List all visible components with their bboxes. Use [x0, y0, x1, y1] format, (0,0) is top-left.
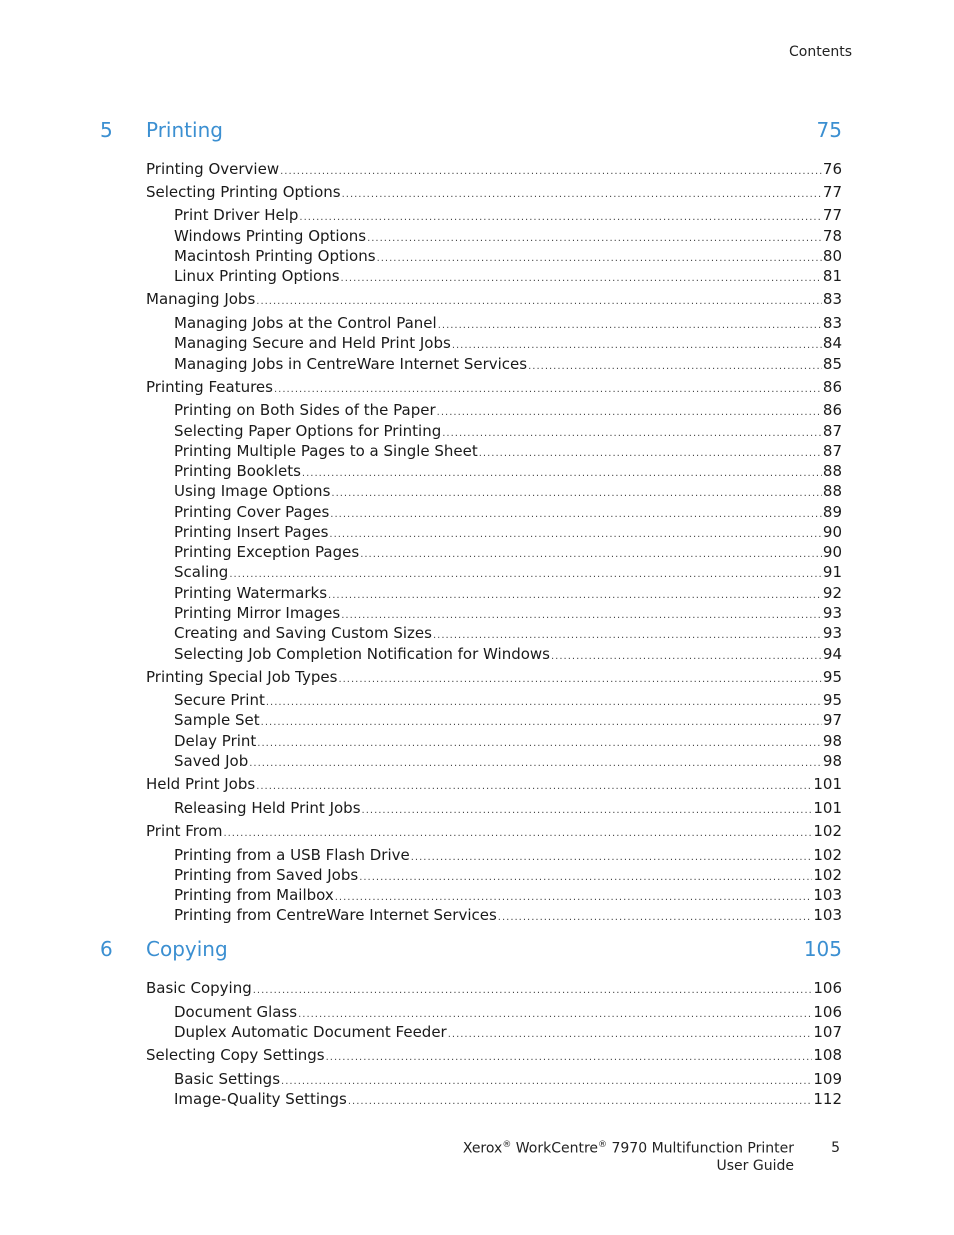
- toc-entry-label: Creating and Saving Custom Sizes: [174, 624, 432, 642]
- registered-mark: ®: [598, 1140, 608, 1150]
- leader-dots: [280, 162, 822, 182]
- toc-entry-label: Saved Job: [174, 752, 249, 770]
- toc-entry-page: 102: [813, 866, 842, 884]
- toc-entry-page: 83: [822, 314, 842, 332]
- toc-entry[interactable]: [146, 377, 842, 397]
- toc-subentry[interactable]: [174, 865, 842, 885]
- toc-entry-label: Printing from Mailbox: [174, 886, 334, 904]
- toc-entry-page: 95: [822, 668, 842, 686]
- toc-entry-label: Print From: [146, 822, 223, 840]
- toc-entry-label: Selecting Printing Options: [146, 183, 341, 201]
- toc-entry-label: Printing Cover Pages: [174, 503, 330, 521]
- toc-subentry[interactable]: [174, 226, 842, 246]
- toc-entry-page: 86: [822, 401, 842, 419]
- toc-entry-page: 93: [822, 604, 842, 622]
- toc-subentry[interactable]: [174, 354, 842, 374]
- toc-entry-page: 109: [813, 1070, 842, 1088]
- toc-entry-label: Printing from CentreWare Internet Services: [174, 906, 497, 924]
- toc-entry-label: Scaling: [174, 563, 229, 581]
- footer-product: WorkCentre: [515, 1140, 599, 1157]
- toc-entry-page: 93: [822, 624, 842, 642]
- toc-entry-page: 90: [822, 543, 842, 561]
- toc-entry-page: 78: [822, 227, 842, 245]
- toc-subentry[interactable]: [174, 246, 842, 266]
- toc-entry-page: 88: [822, 482, 842, 500]
- toc-entry-label: Printing Overview: [146, 160, 280, 178]
- toc-entry-label: Delay Print: [174, 732, 257, 750]
- leader-dots: [498, 908, 813, 928]
- footer-doc-type: User Guide: [716, 1158, 794, 1174]
- leader-dots: [348, 1092, 813, 1112]
- leader-dots: [261, 713, 822, 733]
- leader-dots: [338, 670, 821, 690]
- toc-subentry[interactable]: [174, 1002, 842, 1022]
- toc-entry-label: Selecting Paper Options for Printing: [174, 422, 442, 440]
- toc-entry[interactable]: [146, 159, 842, 179]
- toc-entry-label: Printing Watermarks: [174, 584, 328, 602]
- toc-subentry[interactable]: [174, 333, 842, 353]
- toc-entry-label: Releasing Held Print Jobs: [174, 799, 361, 817]
- toc-entry-label: Printing on Both Sides of the Paper: [174, 401, 436, 419]
- toc-entry-label: Macintosh Printing Options: [174, 247, 376, 265]
- leader-dots: [341, 269, 822, 289]
- toc-subentry[interactable]: [174, 845, 842, 865]
- toc-entry-label: Managing Jobs: [146, 290, 256, 308]
- toc-subentry[interactable]: [174, 481, 842, 501]
- toc-subentry[interactable]: [174, 583, 842, 603]
- toc-entry-page: 103: [813, 886, 842, 904]
- toc-entry-page: 77: [822, 183, 842, 201]
- leader-dots: [342, 185, 822, 205]
- chapter-number: 5: [100, 118, 113, 142]
- toc-entry-label: Selecting Job Completion Notification for Windows: [174, 645, 550, 663]
- toc-subentry[interactable]: [174, 603, 842, 623]
- toc-subentry[interactable]: [174, 798, 842, 818]
- toc-entry-page: 88: [822, 462, 842, 480]
- footer-model: 7970 Multifunction Printer: [611, 1140, 794, 1157]
- toc-entry-label: Print Driver Help: [174, 206, 299, 224]
- toc-entry-page: 80: [822, 247, 842, 265]
- toc-subentry[interactable]: [174, 1089, 842, 1109]
- toc-subentry[interactable]: [174, 542, 842, 562]
- toc-subentry[interactable]: [174, 562, 842, 582]
- toc-entry[interactable]: [146, 821, 842, 841]
- toc-entry-page: 97: [822, 711, 842, 729]
- toc-subentry[interactable]: [174, 623, 842, 643]
- toc-entry-label: Selecting Copy Settings: [146, 1046, 325, 1064]
- toc-subentry[interactable]: [174, 313, 842, 333]
- toc-entry-label: Printing Insert Pages: [174, 523, 329, 541]
- leader-dots: [256, 777, 812, 797]
- toc-entry-page: 102: [813, 846, 842, 864]
- toc-entry-page: 101: [813, 799, 842, 817]
- leader-dots: [528, 357, 822, 377]
- leader-dots: [437, 403, 822, 423]
- toc-entry-label: Using Image Options: [174, 482, 331, 500]
- toc-entry-label: Windows Printing Options: [174, 227, 367, 245]
- toc-subentry[interactable]: [174, 751, 842, 771]
- toc-entry-page: 85: [822, 355, 842, 373]
- header-section-label: Contents: [789, 44, 852, 60]
- toc-entry-page: 107: [813, 1023, 842, 1041]
- toc-subentry[interactable]: [174, 644, 842, 664]
- toc-entry-page: 90: [822, 523, 842, 541]
- toc-entry-page: 76: [822, 160, 842, 178]
- leader-dots: [223, 824, 812, 844]
- toc-subentry[interactable]: [174, 421, 842, 441]
- leader-dots: [448, 1025, 813, 1045]
- toc-entry-label: Sample Set: [174, 711, 260, 729]
- toc-subentry[interactable]: [174, 690, 842, 710]
- toc-entry-page: 98: [822, 732, 842, 750]
- toc-entry[interactable]: [146, 774, 842, 794]
- footer-product-line: [463, 1140, 794, 1157]
- leader-dots: [362, 801, 813, 821]
- leader-dots: [253, 981, 813, 1001]
- chapter-page: 75: [816, 118, 842, 142]
- toc-entry-page: 89: [822, 503, 842, 521]
- toc-entry-label: Printing Multiple Pages to a Single Sheet: [174, 442, 478, 460]
- toc-subentry[interactable]: [174, 400, 842, 420]
- leader-dots: [256, 292, 822, 312]
- toc-entry-page: 95: [822, 691, 842, 709]
- toc-entry-page: 92: [822, 584, 842, 602]
- toc-subentry[interactable]: [174, 710, 842, 730]
- toc-entry[interactable]: [146, 289, 842, 309]
- toc-entry-label: Secure Print: [174, 691, 265, 709]
- toc-entry-label: Image-Quality Settings: [174, 1090, 347, 1108]
- toc-entry-page: 98: [822, 752, 842, 770]
- toc-entry-page: 91: [822, 563, 842, 581]
- chapter-heading[interactable]: [100, 118, 842, 148]
- toc-entry-label: Printing Features: [146, 378, 273, 396]
- toc-entry-label: Managing Jobs at the Control Panel: [174, 314, 437, 332]
- toc-entry[interactable]: [146, 667, 842, 687]
- toc-subentry[interactable]: [174, 522, 842, 542]
- toc-entry-label: Linux Printing Options: [174, 267, 340, 285]
- chapter-title: Printing: [146, 118, 223, 142]
- leader-dots: [331, 484, 822, 504]
- chapter-page: 105: [803, 937, 842, 961]
- toc-entry-page: 87: [822, 442, 842, 460]
- toc-entry-page: 103: [813, 906, 842, 924]
- chapter-title: Copying: [146, 937, 228, 961]
- toc-entry-label: Printing from Saved Jobs: [174, 866, 359, 884]
- toc-subentry[interactable]: [174, 205, 842, 225]
- toc-entry-page: 106: [813, 1003, 842, 1021]
- toc-subentry[interactable]: [174, 905, 842, 925]
- leader-dots: [274, 380, 822, 400]
- toc-entry-label: Managing Jobs in CentreWare Internet Services: [174, 355, 528, 373]
- leader-dots: [433, 626, 822, 646]
- footer-page-number: 5: [831, 1140, 840, 1156]
- toc-entry-label: Printing Mirror Images: [174, 604, 341, 622]
- toc-entry[interactable]: [146, 1045, 842, 1065]
- toc-subentry[interactable]: [174, 441, 842, 461]
- footer-brand: Xerox: [462, 1140, 503, 1157]
- toc-subentry[interactable]: [174, 885, 842, 905]
- toc-entry-label: Held Print Jobs: [146, 775, 256, 793]
- toc-entry-label: Basic Copying: [146, 979, 252, 997]
- toc-entry-page: 112: [813, 1090, 842, 1108]
- leader-dots: [249, 754, 822, 774]
- toc-entry-page: 101: [813, 775, 842, 793]
- toc-entry-label: Printing from a USB Flash Drive: [174, 846, 410, 864]
- chapter-number: 6: [100, 937, 113, 961]
- toc-entry-page: 87: [822, 422, 842, 440]
- chapter-heading[interactable]: [100, 937, 842, 967]
- toc-entry-label: Managing Secure and Held Print Jobs: [174, 334, 451, 352]
- toc-subentry[interactable]: [174, 1069, 842, 1089]
- toc-entry-page: 81: [822, 267, 842, 285]
- toc-entry-page: 77: [822, 206, 842, 224]
- leader-dots: [551, 647, 822, 667]
- toc-subentry[interactable]: [174, 461, 842, 481]
- toc-subentry[interactable]: [174, 1022, 842, 1042]
- toc-entry-page: 102: [813, 822, 842, 840]
- toc-entry-label: Printing Booklets: [174, 462, 301, 480]
- toc-entry-page: 106: [813, 979, 842, 997]
- registered-mark: ®: [502, 1140, 512, 1150]
- toc-entry[interactable]: [146, 978, 842, 998]
- leader-dots: [229, 565, 822, 585]
- toc-entry-page: 83: [822, 290, 842, 308]
- toc-subentry[interactable]: [174, 502, 842, 522]
- toc-entry-label: Printing Special Job Types: [146, 668, 338, 686]
- toc-entry-page: 86: [822, 378, 842, 396]
- toc-subentry[interactable]: [174, 266, 842, 286]
- toc-subentry[interactable]: [174, 731, 842, 751]
- leader-dots: [452, 336, 822, 356]
- leader-dots: [299, 208, 822, 228]
- toc-entry-label: Basic Settings: [174, 1070, 281, 1088]
- leader-dots: [326, 1048, 813, 1068]
- toc-entry-label: Document Glass: [174, 1003, 298, 1021]
- toc-entry-page: 108: [813, 1046, 842, 1064]
- toc-entry-page: 84: [822, 334, 842, 352]
- toc-entry-page: 94: [822, 645, 842, 663]
- toc-entry[interactable]: [146, 182, 842, 202]
- toc-entry-label: Printing Exception Pages: [174, 543, 360, 561]
- toc-entry-label: Duplex Automatic Document Feeder: [174, 1023, 447, 1041]
